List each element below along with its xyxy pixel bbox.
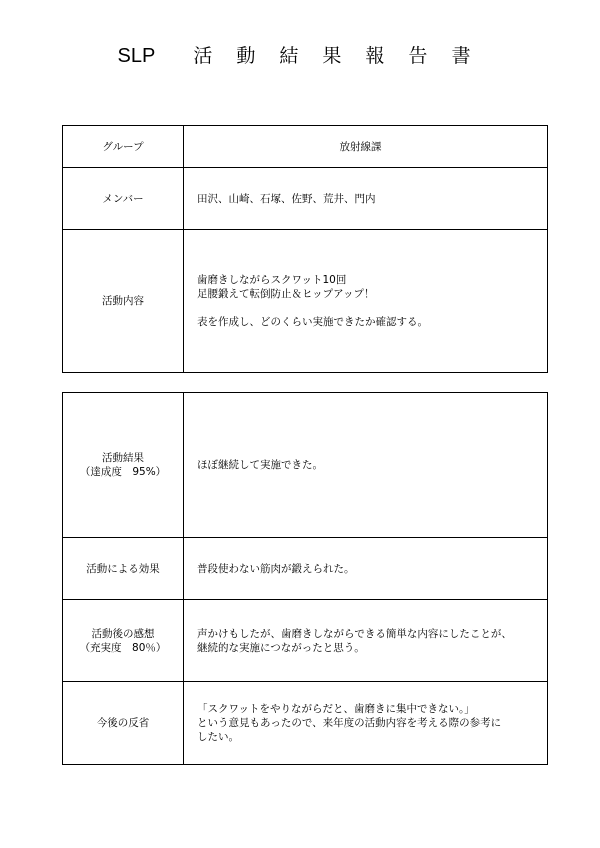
reflection-value bbox=[184, 682, 548, 765]
reflection-line: 「スクワットをやりながらだと、歯磨きに集中できない。」 bbox=[197, 703, 475, 715]
reflection-line: という意見もあったので、来年度の活動内容を考える際の参考に bbox=[197, 717, 502, 729]
title-char: 動 bbox=[236, 45, 256, 67]
members-row bbox=[63, 168, 548, 230]
activity-plan-table bbox=[62, 125, 548, 373]
effect-value: 普段使わない筋肉が鍛えられた。 bbox=[184, 538, 548, 600]
members-value: 田沢、山崎、石塚、佐野、荒井、門内 bbox=[184, 168, 548, 230]
content-value bbox=[184, 230, 548, 373]
impression-row bbox=[63, 600, 548, 682]
effect-label: 活動による効果 bbox=[63, 538, 184, 600]
reflection-row bbox=[63, 682, 548, 765]
title-char: 果 bbox=[322, 45, 342, 67]
result-value: ほぼ継続して実施できた。 bbox=[184, 393, 548, 538]
group-row bbox=[63, 126, 548, 168]
result-label bbox=[63, 393, 184, 538]
members-label: メンバー bbox=[63, 168, 184, 230]
impression-line: 声かけもしたが、歯磨きしながらできる簡単な内容にしたことが、 bbox=[197, 627, 512, 640]
title-char: 活 bbox=[193, 45, 213, 67]
content-line: 足腰鍛えて転倒防止＆ヒップアップ！ bbox=[197, 288, 375, 300]
content-label: 活動内容 bbox=[63, 230, 184, 373]
reflection-label: 今後の反省 bbox=[63, 682, 184, 765]
title-char: 結 bbox=[279, 45, 299, 67]
title-char: 告 bbox=[408, 45, 428, 67]
satisfaction-rate: （充実度 80％） bbox=[79, 641, 167, 654]
group-label: グループ bbox=[63, 126, 184, 168]
content-row bbox=[63, 230, 548, 373]
achievement-rate: （達成度 95%） bbox=[79, 466, 167, 478]
title-char: 書 bbox=[451, 45, 471, 67]
effect-row bbox=[63, 538, 548, 600]
title-latin: SLP bbox=[117, 45, 156, 67]
impression-label-line: 活動後の感想 bbox=[91, 627, 155, 640]
content-line: 表を作成し、どのくらい実施できたか確認する。 bbox=[197, 316, 428, 328]
page-title bbox=[0, 41, 600, 68]
result-row bbox=[63, 393, 548, 538]
group-value: 放射線課 bbox=[184, 126, 548, 168]
content-blank-line bbox=[197, 301, 537, 315]
impression-line: 継続的な実施につながったと思う。 bbox=[197, 641, 365, 654]
content-line: 歯磨きしながらスクワット10回 bbox=[197, 274, 347, 286]
reflection-line: したい。 bbox=[197, 731, 239, 743]
title-char: 報 bbox=[365, 45, 385, 67]
result-label-line: 活動結果 bbox=[102, 452, 144, 464]
impression-label bbox=[63, 600, 184, 682]
activity-result-table bbox=[62, 392, 548, 765]
impression-value bbox=[184, 600, 548, 682]
